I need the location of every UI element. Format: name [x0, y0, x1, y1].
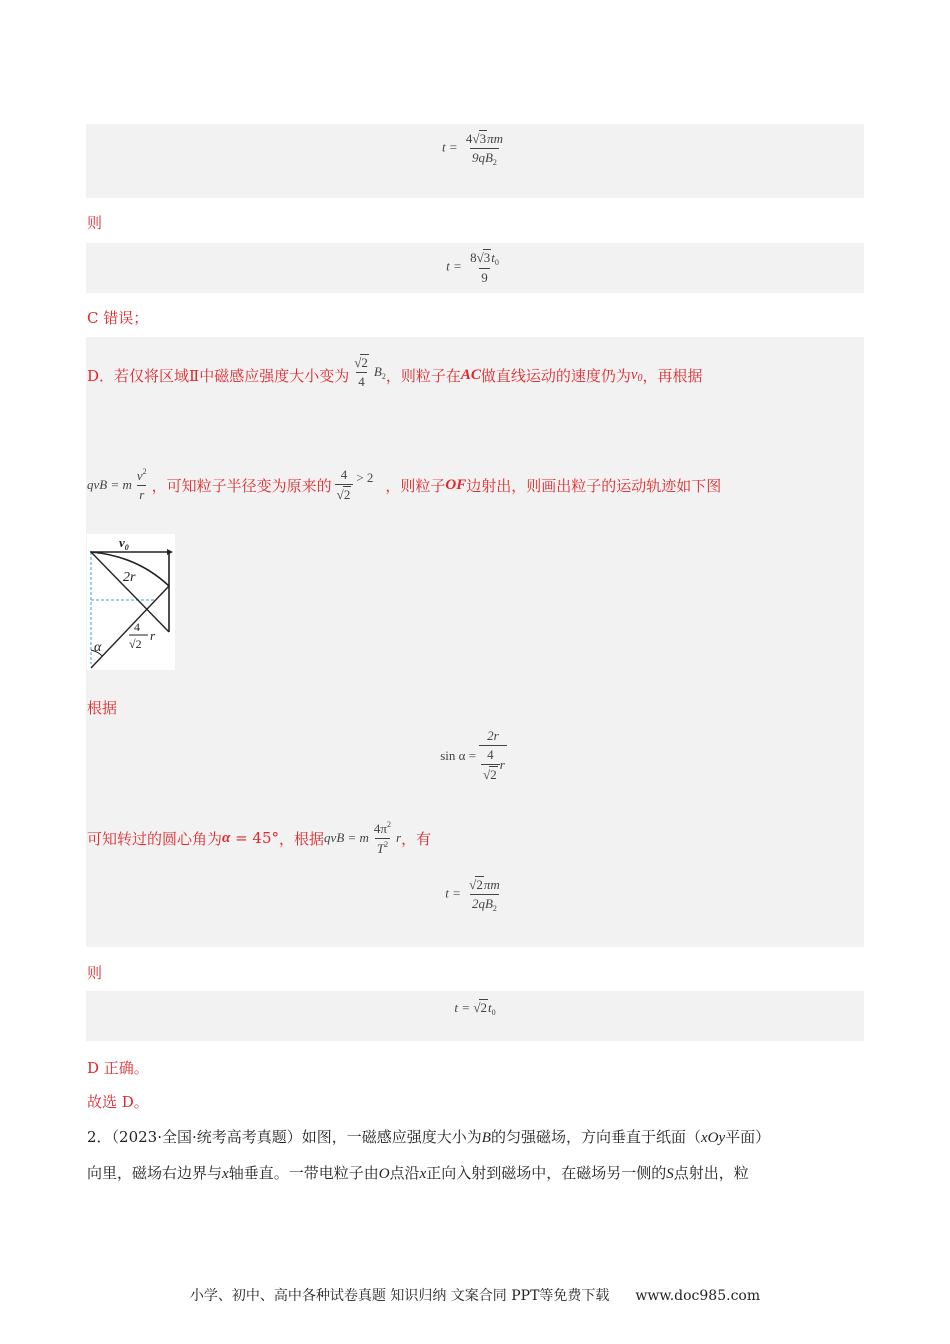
text-ze-2: 则	[87, 964, 103, 982]
text-c-wrong: C 错误；	[87, 309, 149, 327]
equation-sin-alpha	[86, 728, 864, 783]
eq-lhs: t =	[445, 885, 461, 901]
eq-lhs: t =	[442, 139, 458, 155]
label-frac-num: 4	[134, 620, 140, 634]
d2-of: OF	[445, 476, 467, 493]
d2-gt: > 2	[356, 470, 374, 485]
label-2r: 2r	[123, 570, 136, 585]
den-sub: 2	[492, 904, 497, 913]
angle-alpha: α	[222, 829, 231, 846]
angle-part3: ，有	[401, 829, 432, 848]
p2-x2: x	[419, 1166, 427, 1182]
d2-part2: ，则粒子	[385, 476, 446, 495]
p2-l2-a: 向里，磁场右边界与	[87, 1164, 223, 1182]
p2-l2-d: 正向入射到磁场中，在磁场另一侧的	[426, 1164, 667, 1182]
eq-den-sup: 2	[384, 839, 389, 849]
page-footer	[0, 1285, 950, 1305]
p2-xoy: xOy	[700, 1130, 726, 1146]
sub: 0	[491, 1008, 496, 1017]
eq-num: 4π	[373, 820, 387, 836]
trajectory-diagram	[87, 534, 175, 670]
eq-fraction: $\frac{8√3t_0}{9}$	[470, 250, 499, 285]
frac-after-B: B	[373, 363, 382, 379]
chord-line	[91, 586, 169, 668]
eq-lhs: t =	[454, 1000, 471, 1015]
d1-ac: AC	[460, 366, 481, 383]
eq-num-sup: 2	[142, 467, 147, 476]
label-alpha: α	[94, 640, 102, 655]
p2-l1-b: 的匀强磁场，方向垂直于纸面（	[490, 1128, 701, 1146]
angle-eq-r: r	[396, 830, 402, 845]
d2-ratio-fraction: $\frac{4}{√2}$	[335, 467, 354, 503]
den-num: 4	[487, 747, 494, 762]
d1-v0-sub: 0	[637, 372, 643, 384]
problem-2-line1	[87, 1122, 770, 1153]
eq-lhs: t =	[446, 258, 462, 274]
radicand: 2	[480, 1000, 487, 1015]
angle-part2: ，根据	[279, 829, 325, 848]
eq-den: T	[376, 840, 385, 856]
num-sub: 0	[494, 258, 499, 267]
num: 2r	[487, 728, 499, 743]
angle-eq: = 45°	[230, 829, 280, 847]
equation-t-3	[86, 876, 864, 913]
v0-arrow-icon	[167, 549, 173, 555]
eq-num: v	[136, 468, 143, 483]
ratio-den-radicand: 2	[343, 487, 351, 502]
p2-S: S	[666, 1166, 674, 1182]
eq-fraction: $\frac{√2\pi m}{2qB_2}$	[469, 877, 500, 913]
den: 2qB	[471, 896, 493, 911]
p2-l1-c: 平面）	[725, 1128, 771, 1146]
eq-fraction: $\frac{4√3\pi m}{9qB_2}$	[465, 131, 503, 167]
d1-part4: ，再根据	[642, 366, 703, 385]
p2-x1: x	[222, 1166, 229, 1182]
eq-fraction: 2r $\frac{4}{√2}$ r	[479, 728, 507, 783]
d1-part1: D．若仅将区域Ⅱ中磁感应强度大小变为	[87, 366, 350, 385]
text-ze-1: 则	[87, 214, 103, 232]
ratio-num: 4	[340, 467, 348, 482]
equation-t-4: $t = √2t_0$	[454, 1000, 496, 1017]
num-rest: πm	[483, 877, 500, 892]
eq-den: r	[139, 487, 145, 502]
radius-line	[91, 552, 169, 632]
equation-t-1	[86, 130, 864, 167]
num-rest: t	[491, 250, 495, 265]
frac-num-radicand: 2	[361, 355, 368, 370]
rest: t	[487, 1000, 492, 1015]
den: 9qB	[471, 150, 493, 165]
den-r: r	[499, 757, 505, 772]
num-rest: πm	[487, 131, 503, 146]
text-d-right: D 正确。	[87, 1059, 149, 1077]
label-r: r	[150, 628, 156, 643]
eq-num-sup: 2	[387, 819, 391, 829]
d2-part3: 边射出，则画出粒子的运动轨迹如下图	[466, 476, 722, 495]
num-radicand: 3	[479, 131, 487, 146]
eq-lhs: sin α =	[440, 747, 477, 763]
angle-part1: 可知转过的圆心角为	[87, 829, 223, 848]
den-sub: 2	[492, 158, 497, 167]
d1-part3: 做直线运动的速度仍为	[480, 366, 631, 385]
p2-l1-a: 2．（2023·全国·统考高考真题）如图，一磁感应强度大小为	[87, 1128, 482, 1146]
p2-l2-e: 点射出，粒	[673, 1164, 749, 1182]
footer-text: 小学、初中、高中各种试卷真题 知识归纳 文案合同 PPT等免费下载	[189, 1288, 610, 1304]
num-radicand: 2	[476, 877, 483, 892]
angle-eq-fraction	[372, 820, 393, 857]
label-frac-den: √2	[129, 637, 142, 651]
equation-t-2	[86, 249, 864, 286]
num-radicand: 3	[483, 250, 491, 265]
p2-B: B	[481, 1130, 491, 1146]
den: 9	[481, 270, 488, 285]
num-coef: 8	[470, 250, 477, 265]
d2-eq-lhs: qvB = m	[87, 477, 132, 492]
frac-after-sub: 2	[381, 371, 386, 381]
angle-eq-lhs: qvB = m	[324, 830, 369, 845]
text-genju: 根据	[87, 699, 118, 717]
text-d-line2	[87, 450, 721, 520]
problem-2-line2	[87, 1158, 749, 1189]
footer-link[interactable]: www.doc985.com	[635, 1288, 761, 1304]
p2-O: O	[378, 1166, 390, 1182]
text-choose-d: 故选 D。	[87, 1093, 149, 1111]
d1-part2: ，则粒子在	[385, 366, 461, 385]
p2-l2-c: 点沿	[389, 1164, 420, 1182]
text-angle-line	[87, 812, 431, 864]
text-d-line1	[87, 340, 703, 410]
num-coef: 4	[465, 131, 473, 146]
p2-l2-b: 轴垂直。一带电粒子由	[228, 1164, 379, 1182]
den-radicand: 2	[490, 767, 497, 782]
d2-part1: ，可知粒子半径变为原来的	[151, 476, 332, 495]
trajectory-figure	[87, 534, 175, 670]
label-v0: $v_0$	[119, 535, 129, 552]
d1-v0: v	[630, 366, 638, 383]
frac-den: 4	[358, 374, 365, 389]
d2-eq-fraction	[135, 467, 149, 503]
d1-fraction: $\frac{√2}{4}$	[354, 355, 368, 389]
